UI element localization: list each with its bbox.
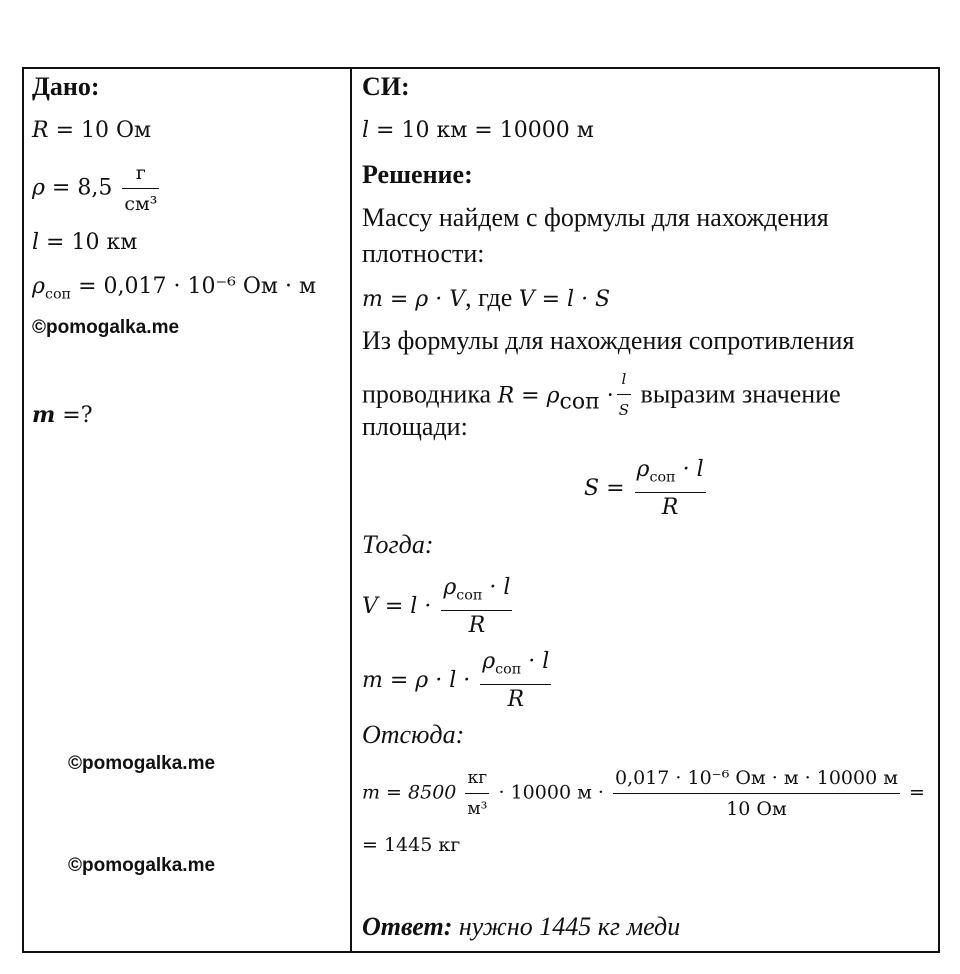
solution-header: Решение: xyxy=(362,160,473,189)
solution-text-1b: плотности: xyxy=(362,239,485,268)
solution-text-4: площади: xyxy=(362,412,468,441)
solution-text-1: Массу найдем с формулы для нахождения xyxy=(362,203,829,232)
given-density: ρ = 8,5 $\frac{г}{\text{см³}}$ xyxy=(32,158,162,219)
solution-text-3: проводника $R = \rho_{соп}$ · $\frac{l}{S}$ выразим значение xyxy=(362,368,841,425)
given-length: l = 10 км xyxy=(32,230,138,255)
hence-label: Отсюда: xyxy=(362,720,465,749)
given-resistance: R = 10 Ом xyxy=(32,118,152,143)
l-over-s-fraction: $\frac{l}{S}$ xyxy=(617,364,631,425)
formula-mass-density: m = ρ · V, где V = l · S xyxy=(362,283,611,312)
watermark: ©pomogalka.me xyxy=(68,753,216,774)
find-mass: m =? xyxy=(32,402,93,428)
formula-calculation: m = 8500 $\frac{кг}{\text{м³}}$ · 10000 м · $\frac{\text{0,017 · 10⁻⁶ Ом · м · 10000 м}}{10 Ом}$ = xyxy=(362,763,925,824)
watermark: ©pomogalka.me xyxy=(32,317,180,338)
given-resistivity: $\rho_{соп} = 0,017 \cdot 10^{-6}$ Ом · м xyxy=(32,274,317,303)
calculation-fraction: $\frac{\text{0,017 · 10⁻⁶ Ом · м · 10000 м}}{10 Ом}$ xyxy=(613,763,900,824)
si-length: l = 10 км = 10000 м xyxy=(362,118,594,143)
column-divider xyxy=(350,67,352,953)
unit-fraction: $\frac{кг}{\text{м³}}$ xyxy=(465,763,489,824)
watermark: ©pomogalka.me xyxy=(68,855,216,876)
formula-area: S = $\frac{\rho_{соп} \cdot l}{R}$ xyxy=(584,455,709,523)
volume-fraction: $\frac{\rho_{соп} \cdot l}{R}$ xyxy=(443,575,511,639)
si-header: СИ: xyxy=(362,72,410,101)
formula-mass: m = ρ · l · $\frac{\rho_{соп} \cdot l}{R}$ xyxy=(362,647,554,715)
result: = 1445 кг xyxy=(362,834,461,856)
given-header: Дано: xyxy=(32,72,100,101)
mass-fraction: $\frac{\rho_{соп} \cdot l}{R}$ xyxy=(482,649,550,713)
then-label: Тогда: xyxy=(362,530,434,559)
answer: Ответ: нужно 1445 кг меди xyxy=(362,912,681,941)
formula-volume: V = l · $\frac{\rho_{соп} \cdot l}{R}$ xyxy=(362,573,515,641)
solution-text-2: Из формулы для нахождения сопротивления xyxy=(362,326,855,355)
density-unit-fraction: $\frac{г}{\text{см³}}$ xyxy=(122,158,159,219)
area-fraction: $\frac{\rho_{соп} \cdot l}{R}$ xyxy=(636,457,704,521)
